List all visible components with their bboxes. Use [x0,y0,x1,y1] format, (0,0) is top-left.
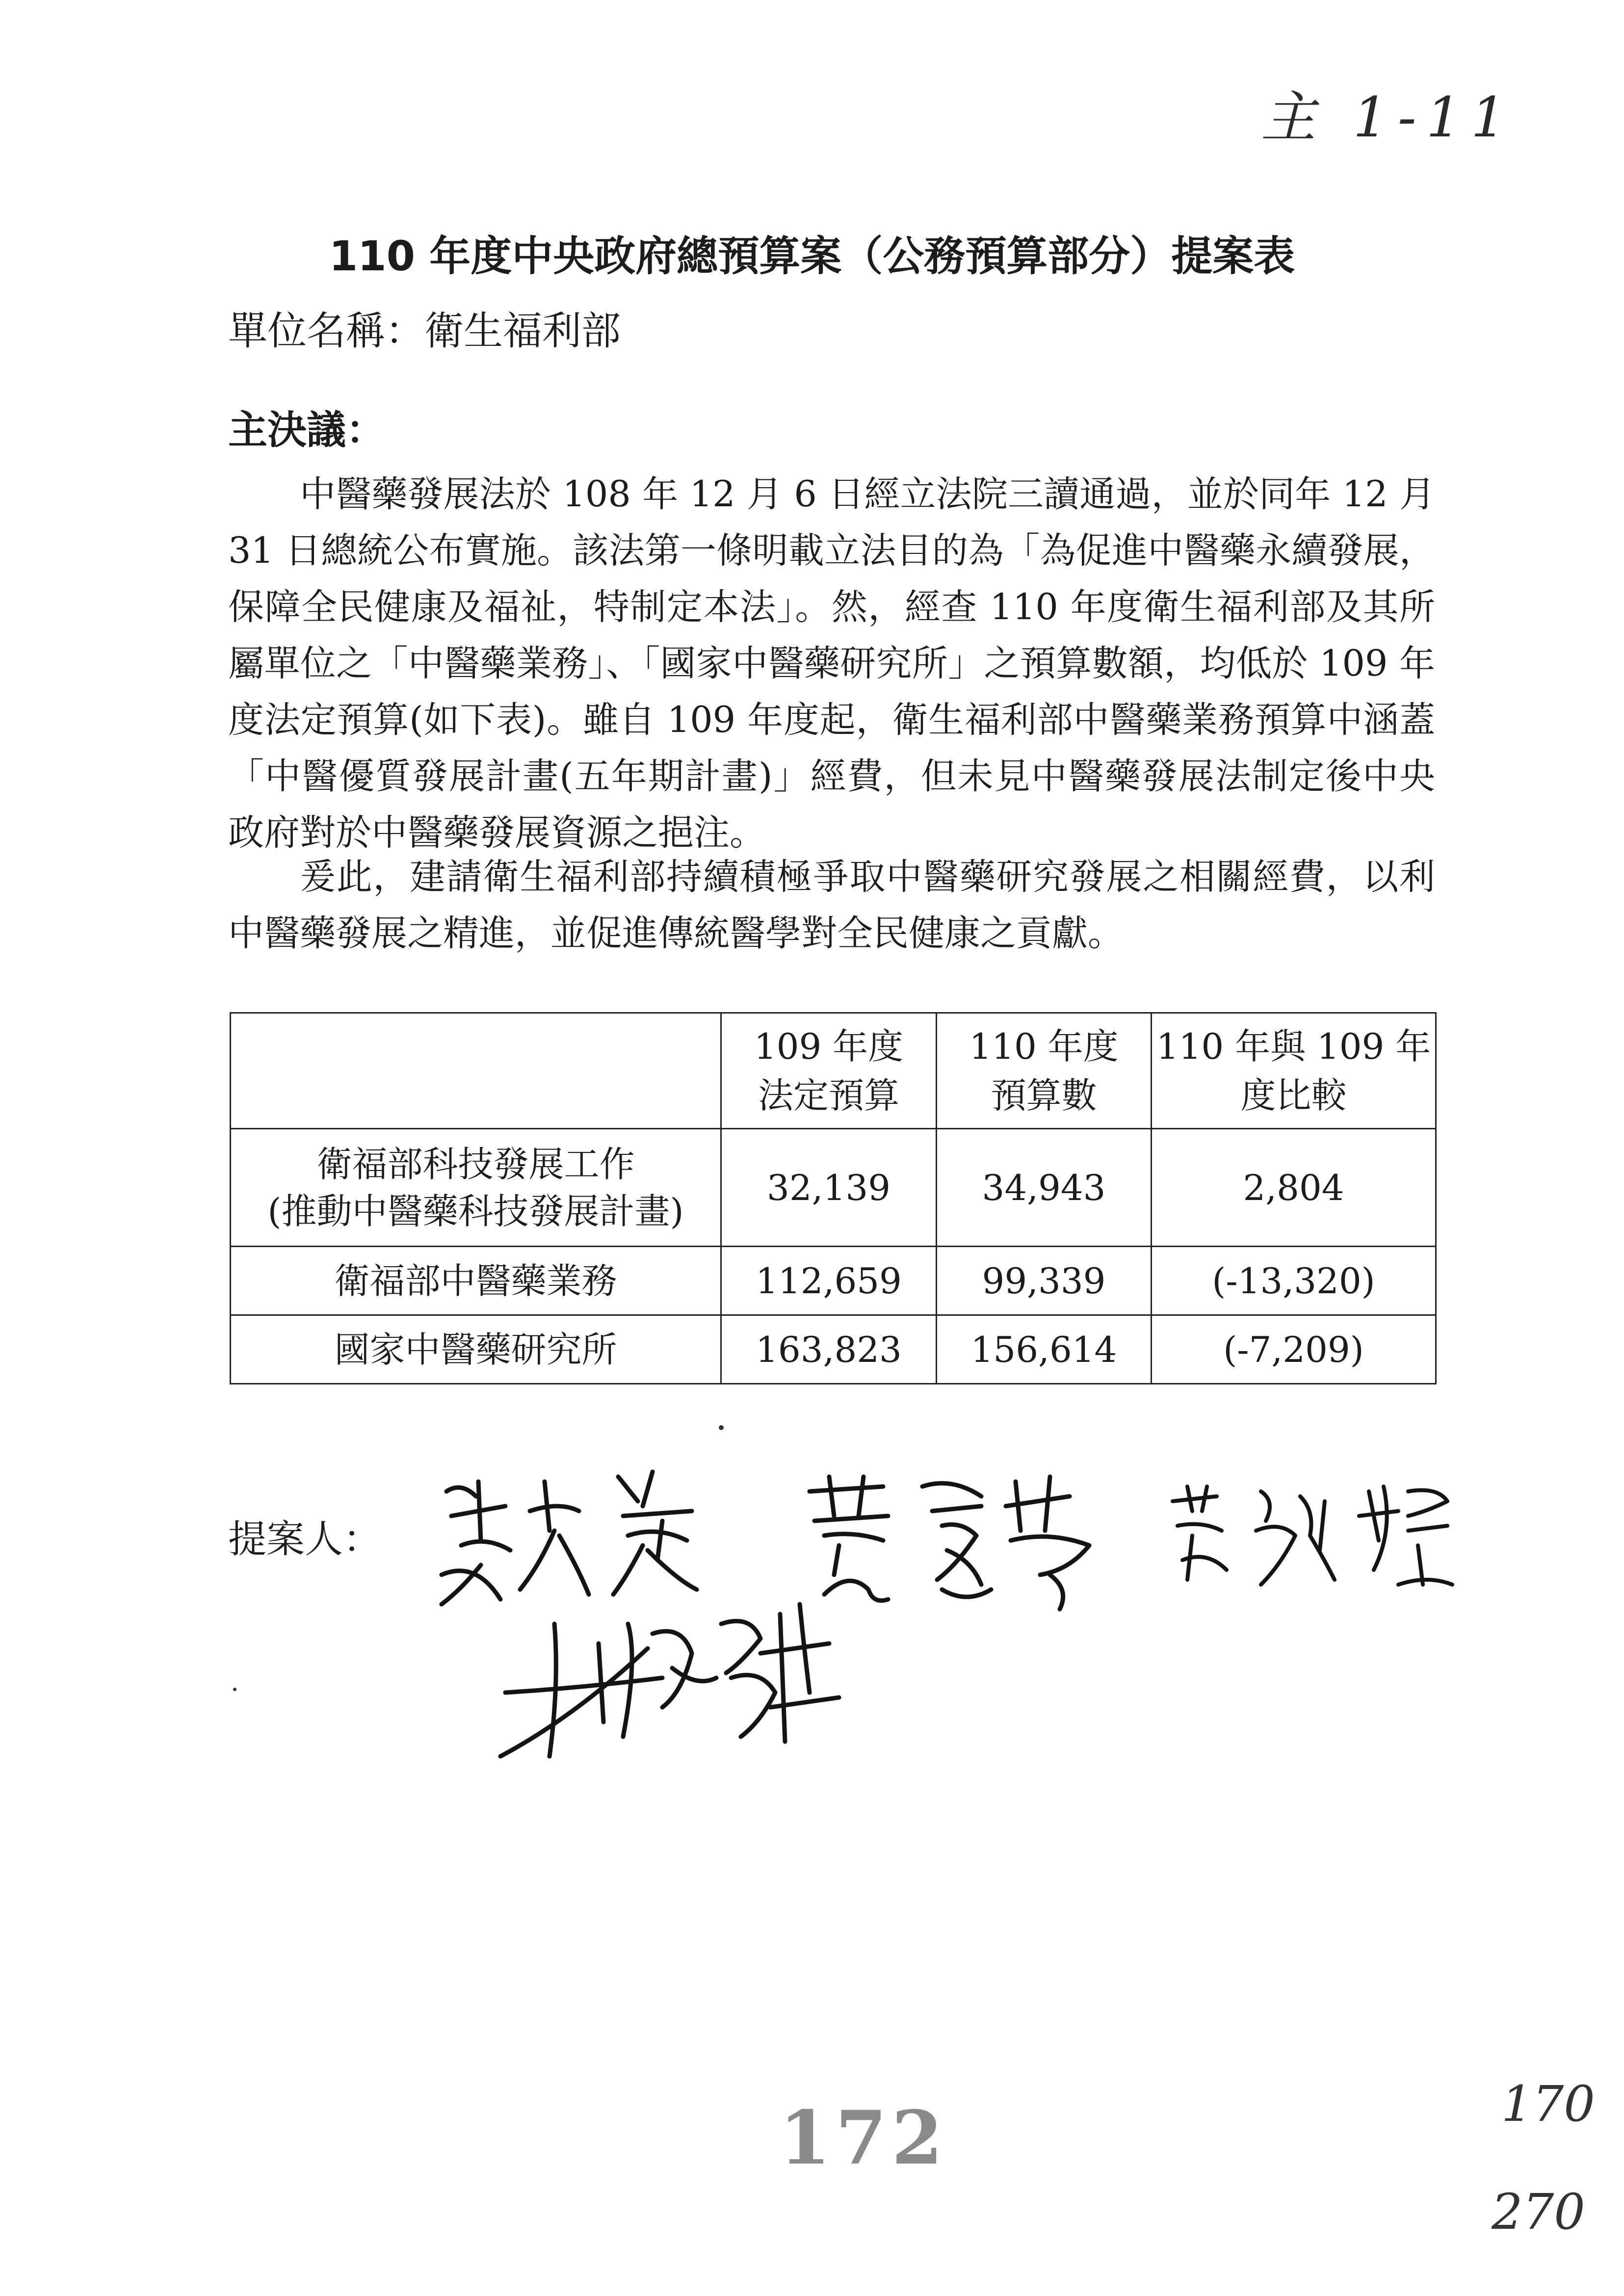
handwritten-page-note: 270 [1492,2183,1585,2241]
row-name: 衛福部中醫藥業務 [231,1247,721,1315]
cell-109: 112,659 [721,1247,937,1315]
page-number-stamp: 172 [779,2095,948,2181]
table-row [231,1315,1436,1384]
row-name: 國家中醫藥研究所 [231,1315,721,1384]
proposer-label: 提案人： [228,1517,382,1562]
resolution-paragraph: 中醫藥發展法於 108 年 12 月 6 日經立法院三讀通過，並於同年 12 月 31 日總統公布實施。該法第一條明載立法目的為「為促進中醫藥永續發展，保障全民健康及福祉，特制定本法」。然，經查 110 年度衛生福利部及其所屬單位之「中醫藥業務」、「國家中醫藥研究所」之預算數額，均低於 109 年度法定預算(如下表)。雖自 109 年度起，衛生福利部中醫藥業務預算中涵蓋「中醫優質發展計畫(五年期計畫)」經費，但未見中醫藥發展法制定後中央政府對於中醫藥發展資源之挹注。 [228,473,1435,854]
unit-label: 單位名稱： [228,308,424,354]
signature-1 [432,1462,707,1609]
header-109-line1: 109 年度 [754,1025,904,1067]
header-110-line1: 110 年度 [969,1025,1119,1067]
cell-109: 32,139 [721,1129,937,1247]
header-cell-diff [1152,1013,1436,1129]
cell-109: 163,823 [721,1315,937,1384]
header-diff-line2: 度比較 [1240,1074,1347,1116]
table-row [231,1247,1436,1315]
handwritten-page-note: 170 [1501,2075,1595,2133]
header-cell-110 [937,1013,1152,1129]
cell-diff: 2,804 [1152,1129,1436,1247]
resolution-heading: 主決議： [228,407,385,453]
document-code-mark: 主 1-11 [1261,86,1516,150]
unit-value: 衛生福利部 [424,308,621,354]
header-110-line2: 預算數 [991,1074,1097,1116]
header-cell-109 [721,1013,937,1129]
budget-comparison-table [230,1012,1437,1384]
table-header-row [231,1013,1436,1129]
row-name [231,1129,721,1247]
request-paragraph: 爰此，建請衛生福利部持續積極爭取中醫藥研究發展之相關經費，以利中醫藥發展之精進，並促進傳統醫學對全民健康之貢獻。 [228,856,1435,954]
signature-2 [795,1467,1109,1614]
unit-line [228,299,621,356]
header-109-line2: 法定預算 [758,1074,899,1116]
cell-110: 156,614 [937,1315,1152,1384]
signature-3 [1163,1472,1457,1599]
table-row [231,1129,1436,1247]
cell-diff: (-7,209) [1152,1315,1436,1384]
stray-mark [719,1425,724,1430]
header-cell-item [231,1013,721,1129]
stray-mark [233,1688,236,1691]
header-diff-line1: 110 年與 109 年 [1156,1025,1431,1067]
row-name-line1: 衛福部科技發展工作 [316,1143,635,1185]
cell-diff: (-13,320) [1152,1247,1436,1315]
row-name-line2: (推動中醫藥科技發展計畫) [267,1190,684,1232]
cell-110: 99,339 [937,1247,1152,1315]
page-title: 110 年度中央政府總預算案（公務預算部分）提案表 [329,232,1295,280]
cell-110: 34,943 [937,1129,1152,1247]
signature-4 [486,1594,859,1781]
